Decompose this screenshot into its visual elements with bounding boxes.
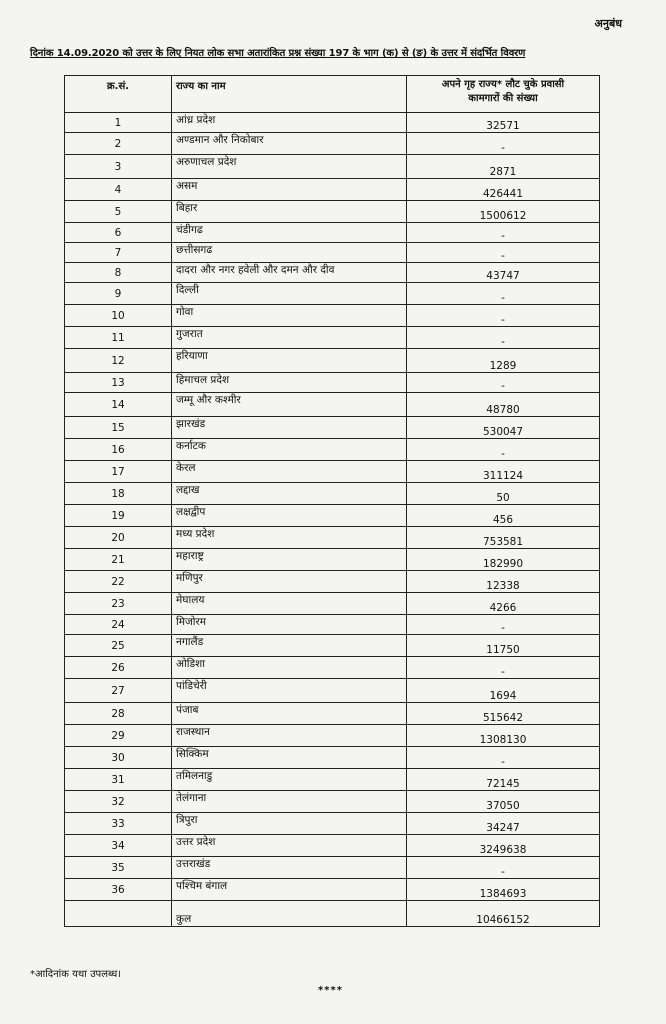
- row-state-name: हिमाचल प्रदेश: [172, 373, 407, 393]
- table-row: [65, 571, 600, 593]
- row-migrant-count: -: [407, 857, 600, 879]
- table-header-row: [65, 76, 600, 113]
- row-state-name: दादरा और नगर हवेली और दमन और दीव: [172, 263, 407, 283]
- row-migrant-count: 37050: [407, 791, 600, 813]
- document-heading: दिनांक 14.09.2020 को उत्तर के लिए नियत लोक सभा अतारांकित प्रश्न संख्या 197 के भाग (क) से (ङ) के उत्तर में संदर्भित विवरण: [30, 48, 526, 59]
- row-serial-number: 18: [65, 483, 172, 505]
- row-migrant-count: 1384693: [407, 879, 600, 901]
- table-row: [65, 263, 600, 283]
- row-state-name: हरियाणा: [172, 349, 407, 373]
- row-migrant-count: 3249638: [407, 835, 600, 857]
- row-migrant-count: 34247: [407, 813, 600, 835]
- row-migrant-count: -: [407, 283, 600, 305]
- footnote: *आदिनांक यथा उपलब्ध।: [30, 969, 122, 980]
- table-row: [65, 747, 600, 769]
- row-migrant-count: 50: [407, 483, 600, 505]
- row-serial-number: 21: [65, 549, 172, 571]
- row-serial-number: 3: [65, 155, 172, 179]
- row-state-name: बिहार: [172, 201, 407, 223]
- row-state-name: आंध्र प्रदेश: [172, 113, 407, 133]
- row-serial-number: 9: [65, 283, 172, 305]
- row-migrant-count: -: [407, 615, 600, 635]
- row-state-name: उत्तर प्रदेश: [172, 835, 407, 857]
- table-row: [65, 879, 600, 901]
- table-row: [65, 813, 600, 835]
- row-state-name: गुजरात: [172, 327, 407, 349]
- annexure-label: अनुबंध: [594, 17, 622, 30]
- row-migrant-count: -: [407, 439, 600, 461]
- table-row: [65, 243, 600, 263]
- row-serial-number: 6: [65, 223, 172, 243]
- table-row: [65, 305, 600, 327]
- table-row: [65, 593, 600, 615]
- row-state-name: पश्चिम बंगाल: [172, 879, 407, 901]
- row-migrant-count: 530047: [407, 417, 600, 439]
- table-row: [65, 179, 600, 201]
- row-serial-number: 34: [65, 835, 172, 857]
- migrant-workers-table: [64, 75, 600, 927]
- row-migrant-count: -: [407, 305, 600, 327]
- table-row: [65, 223, 600, 243]
- table-row: [65, 635, 600, 657]
- table-row: [65, 113, 600, 133]
- row-serial-number: 13: [65, 373, 172, 393]
- table-row: [65, 857, 600, 879]
- row-state-name: राजस्थान: [172, 725, 407, 747]
- table-row: [65, 461, 600, 483]
- row-serial-number: 30: [65, 747, 172, 769]
- row-migrant-count: 72145: [407, 769, 600, 791]
- table-row: [65, 483, 600, 505]
- row-migrant-count: 4266: [407, 593, 600, 615]
- row-migrant-count: 2871: [407, 155, 600, 179]
- row-migrant-count: -: [407, 657, 600, 679]
- row-state-name: लद्दाख: [172, 483, 407, 505]
- total-value: 10466152: [407, 901, 600, 927]
- table-row: [65, 393, 600, 417]
- table-row: [65, 835, 600, 857]
- row-serial-number: 7: [65, 243, 172, 263]
- row-serial-number: 24: [65, 615, 172, 635]
- row-serial-number: 27: [65, 679, 172, 703]
- row-state-name: महाराष्ट्र: [172, 549, 407, 571]
- row-migrant-count: 1308130: [407, 725, 600, 747]
- row-state-name: नगालैंड: [172, 635, 407, 657]
- row-state-name: असम: [172, 179, 407, 201]
- row-state-name: उत्तराखंड: [172, 857, 407, 879]
- end-marker: ****: [318, 985, 343, 996]
- row-migrant-count: 182990: [407, 549, 600, 571]
- table-row: [65, 133, 600, 155]
- header-state-name: राज्य का नाम: [172, 76, 407, 113]
- row-serial-number: 31: [65, 769, 172, 791]
- table-row: [65, 549, 600, 571]
- header-count-line-2: कामगारों की संख्या: [468, 93, 538, 104]
- row-migrant-count: 311124: [407, 461, 600, 483]
- row-serial-number: 25: [65, 635, 172, 657]
- row-migrant-count: -: [407, 373, 600, 393]
- table-row: [65, 703, 600, 725]
- table-row: [65, 373, 600, 393]
- row-state-name: पंजाब: [172, 703, 407, 725]
- row-serial-number: 8: [65, 263, 172, 283]
- row-serial-number: 26: [65, 657, 172, 679]
- row-state-name: छत्तीसगढ: [172, 243, 407, 263]
- table-row: [65, 417, 600, 439]
- row-migrant-count: 11750: [407, 635, 600, 657]
- row-serial-number: 5: [65, 201, 172, 223]
- header-migrant-count: [407, 76, 600, 113]
- row-state-name: दिल्ली: [172, 283, 407, 305]
- table-row: [65, 791, 600, 813]
- row-state-name: केरल: [172, 461, 407, 483]
- row-state-name: कर्नाटक: [172, 439, 407, 461]
- row-state-name: झारखंड: [172, 417, 407, 439]
- row-state-name: पांडिचेरी: [172, 679, 407, 703]
- row-serial-number: 17: [65, 461, 172, 483]
- row-state-name: सिक्किम: [172, 747, 407, 769]
- row-migrant-count: -: [407, 133, 600, 155]
- table-row: [65, 769, 600, 791]
- table-row: [65, 327, 600, 349]
- row-migrant-count: 456: [407, 505, 600, 527]
- row-state-name: मणिपुर: [172, 571, 407, 593]
- table-row: [65, 505, 600, 527]
- table-row: [65, 283, 600, 305]
- table-row: [65, 679, 600, 703]
- row-state-name: अण्डमान और निकोबार: [172, 133, 407, 155]
- row-migrant-count: 753581: [407, 527, 600, 549]
- table-row: [65, 615, 600, 635]
- row-migrant-count: 426441: [407, 179, 600, 201]
- row-serial-number: 15: [65, 417, 172, 439]
- row-migrant-count: 1289: [407, 349, 600, 373]
- table-row: [65, 155, 600, 179]
- row-migrant-count: 43747: [407, 263, 600, 283]
- row-migrant-count: -: [407, 223, 600, 243]
- row-serial-number: 29: [65, 725, 172, 747]
- header-serial-number: क्र.सं.: [65, 76, 172, 113]
- row-serial-number: 28: [65, 703, 172, 725]
- total-row: [65, 901, 600, 927]
- total-label: कुल: [172, 901, 407, 927]
- row-migrant-count: 1500612: [407, 201, 600, 223]
- row-serial-number: 33: [65, 813, 172, 835]
- row-migrant-count: 32571: [407, 113, 600, 133]
- row-migrant-count: 1694: [407, 679, 600, 703]
- row-serial-number: 4: [65, 179, 172, 201]
- table-row: [65, 439, 600, 461]
- row-serial-number: 2: [65, 133, 172, 155]
- row-serial-number: 12: [65, 349, 172, 373]
- row-state-name: लक्षद्वीप: [172, 505, 407, 527]
- row-state-name: मेघालय: [172, 593, 407, 615]
- row-serial-number: 14: [65, 393, 172, 417]
- row-migrant-count: -: [407, 243, 600, 263]
- row-migrant-count: 48780: [407, 393, 600, 417]
- total-blank-cell: [65, 901, 172, 927]
- table-row: [65, 657, 600, 679]
- row-serial-number: 23: [65, 593, 172, 615]
- row-state-name: मध्य प्रदेश: [172, 527, 407, 549]
- row-migrant-count: -: [407, 327, 600, 349]
- table-body: [65, 113, 600, 901]
- row-migrant-count: 515642: [407, 703, 600, 725]
- row-serial-number: 36: [65, 879, 172, 901]
- row-state-name: गोवा: [172, 305, 407, 327]
- table-row: [65, 201, 600, 223]
- row-migrant-count: 12338: [407, 571, 600, 593]
- row-serial-number: 11: [65, 327, 172, 349]
- row-state-name: जम्मू और कश्मीर: [172, 393, 407, 417]
- row-migrant-count: -: [407, 747, 600, 769]
- row-serial-number: 19: [65, 505, 172, 527]
- header-count-line-1: अपने गृह राज्य* लौट चुके प्रवासी: [441, 79, 565, 90]
- row-state-name: चंडीगढ: [172, 223, 407, 243]
- row-state-name: तमिलनाडु: [172, 769, 407, 791]
- row-serial-number: 1: [65, 113, 172, 133]
- row-state-name: त्रिपुरा: [172, 813, 407, 835]
- row-state-name: तेलंगाना: [172, 791, 407, 813]
- row-serial-number: 20: [65, 527, 172, 549]
- table-row: [65, 725, 600, 747]
- row-state-name: ओडिशा: [172, 657, 407, 679]
- row-serial-number: 22: [65, 571, 172, 593]
- row-serial-number: 32: [65, 791, 172, 813]
- row-serial-number: 16: [65, 439, 172, 461]
- row-state-name: मिजोरम: [172, 615, 407, 635]
- row-serial-number: 10: [65, 305, 172, 327]
- table-row: [65, 527, 600, 549]
- row-state-name: अरुणाचल प्रदेश: [172, 155, 407, 179]
- table-row: [65, 349, 600, 373]
- row-serial-number: 35: [65, 857, 172, 879]
